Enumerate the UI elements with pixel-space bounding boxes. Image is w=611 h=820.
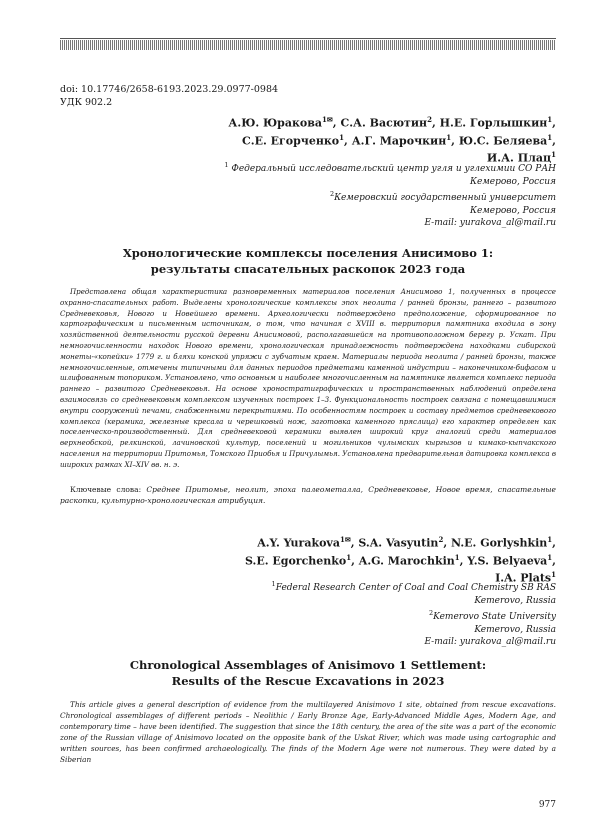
page-number: 977 bbox=[538, 800, 556, 810]
ru-email: E-mail: yurakova_al@mail.ru bbox=[424, 218, 556, 228]
en-affiliation-1: Federal Research Center of Coal and Coal Chemistry SB RAS bbox=[275, 583, 556, 593]
en-title: Chronological Assemblages of Anisimovo 1 Settlement: Results of the Rescue Excavations in 2023 bbox=[129, 658, 487, 688]
en-affiliation-2: Kemerovo State University bbox=[433, 612, 556, 622]
ru-title: Хронологические комплексы поселения Анисимово 1: результаты спасательных раскопок 2023 года bbox=[122, 246, 494, 276]
en-abstract: This article gives a general description of evidence from the multilayered Anisimovo 1 site, obtained from rescue excavations. Chronological assemblages of different periods – Neolithic / Early Bronze Age, Early-Advanced Middle Ages, Modern Age, and contemporary time – have been identified. The suggestion that since the 18th century, the area of the site was a part of the economic zone of the Russian village of Anisimovo located on the opposite bank of the Uskat River, which was made using cartographic and written sources, has been confirmed archaeologically. The finds of the Modern Age were not numerous. They were dated by a Siberian bbox=[60, 700, 556, 764]
en-affiliation-2-city: Kemerovo, Russia bbox=[474, 624, 556, 635]
ru-affiliation-2-city: Кемерово, Россия bbox=[470, 205, 556, 216]
ru-keywords: Ключевые слова: Среднее Притомье, неолит, эпоха палеометалла, Средневековье, Новое время, спасательные раскопки, культурно-хронологическая атрибуция. bbox=[60, 485, 556, 505]
ru-affiliation-1-city: Кемерово, Россия bbox=[470, 176, 556, 187]
ru-authors-line-1: А.Ю. Юракова$^{1✉}$, С.А. Васютин$^2$, Н.Е. Горлышкин$^1$, bbox=[228, 115, 556, 130]
ru-authors-line-3: И.А. Плац$^1$ bbox=[486, 150, 556, 165]
en-authors-line-3: I.A. Plats$^1$ bbox=[495, 570, 556, 585]
doi: doi: 10.17746/2658-6193.2023.29.0977-0984 bbox=[60, 84, 279, 95]
ru-affiliations: $^1$ Федеральный исследовательский центр угля и углехимии СО РАН Кемерово, Россия $^2$Кемеровский государственный университет Кемерово, Россия E-mail: yurakova_al@mail.ru bbox=[96, 159, 556, 230]
en-affiliations: $^1$Federal Research Center of Coal and Coal Chemistry SB RAS Kemerovo, Russia $^2$Kemerovo State University Kemerovo, Russia E-mail: yurakova_al@mail.ru bbox=[96, 578, 556, 649]
en-email: E-mail: yurakova_al@mail.ru bbox=[424, 637, 556, 647]
en-authors-line-1: A.Y. Yurakova$^{1✉}$, S.A. Vasyutin$^2$, N.E. Gorlyshkin$^1$, bbox=[257, 535, 556, 550]
udk: УДК 902.2 bbox=[60, 97, 113, 108]
en-affiliation-1-city: Kemerovo, Russia bbox=[474, 595, 556, 606]
ru-affiliation-1: Федеральный исследовательский центр угля и углехимии СО РАН bbox=[231, 164, 556, 174]
ru-affiliation-2: Кемеровский государственный университет bbox=[334, 193, 556, 203]
header-rule bbox=[60, 40, 556, 50]
en-authors-line-2: S.E. Egorchenko$^1$, A.G. Marochkin$^1$, Y.S. Belyaeva$^1$, bbox=[244, 552, 556, 568]
ru-abstract: Представлена общая характеристика разновременных материалов поселения Анисимово 1, полученных в процессе охранно-спасательных работ. Выделены хронологические комплексы эпох неолита / ранней бронзы, раннего – развитого Средневековья, Нового и Новейшего времени. Археологически подтверждено предположение, сформированное по картографическим и письменным источникам, о том, что начиная с XVIII в. территория памятника входила в зону хозяйственной деятельности русской деревни Анисимовой, располагавшейся на противоположном берегу р. Ускат. При немногочисленности находок Нового времени, хронологическая принадлежность подтверждена находками сибирской монеты-«копейки» 1779 г. и бляхи конской упряжи с зубчатым краем. Материалы периода неолита / ранней бронзы, также немногочисленные, отмечены типичными для данных периодов предметами каменной индустрии – наконечником-бифасом и шлифованным топориком. Установлено, что основным и наиболее многочисленным на памятнике является комплекс периода раннего – развитого Средневековья. На основе хроностратиграфических и пространственных наблюдений определена взаимосвязь со средневековым комплексом изученных построек 1–3. Функциональность построек связана с помещавшимися внутри сооружений печами, снабженными перекрытиями. По особенностям построек и составу предметов средневекового комплекса (керамика, железные кресала и черешковый нож, заготовка каменного пряслица) его характер определен как поселенческо-производственный. Для средневековой керамики выявлен широкий круг аналогий среди материалов верхнеобской, релкинской, лачиновской культур, поселений и могильников чулымских кыргызов и кимако-кыпчакского населения на территории Притомья, Томского Приобья и Причулымья. Установлена предварительная датировка комплекса в широких рамках XI–XIV вв. н. э. bbox=[60, 287, 556, 469]
ru-authors-line-2: С.Е. Егорченко$^1$, А.Г. Марочкин$^1$, Ю.С. Беляева$^1$, bbox=[241, 132, 556, 148]
